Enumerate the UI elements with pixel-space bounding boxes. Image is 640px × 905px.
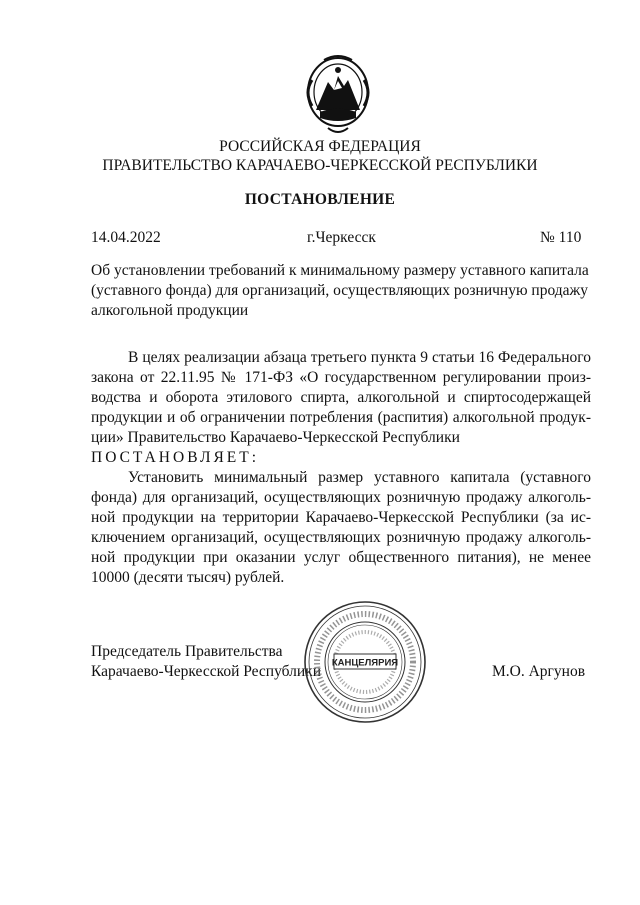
subject-line: (уставного фонда) для организаций, осуществляющих розничную продажу [91,282,588,299]
subject-line: Об установлении требований к минимальному размеру уставного капитала [91,262,589,279]
clause-line: 10000 (десяти тысяч) рублей. [91,569,285,586]
clause-line: ной продукции при оказании услуг общественного питания), не менее [91,549,591,566]
header-federation: РОССИЙСКАЯ ФЕДЕРАЦИЯ [219,138,421,155]
clause-line: ключением организаций, осуществляющих розничную продажу алкоголь- [91,529,591,546]
signatory-title-line1: Председатель Правительства [91,643,283,660]
header-government: ПРАВИТЕЛЬСТВО КАРАЧАЕВО-ЧЕРКЕССКОЙ РЕСПУБЛИКИ [102,157,538,174]
preamble-line: водства и оборота этилового спирта, алкогольной и спиртосодержащей [91,389,591,406]
clause-line: Установить минимальный размер уставного капитала (уставного [128,469,591,486]
preamble-line: закона от 22.11.95 № 171-ФЗ «О государственном регулировании произ- [91,369,591,386]
clause-line: ной продукции на территории Карачаево-Черкесской Республики (за ис- [91,509,591,526]
signatory-name: М.О. Аргунов [492,663,586,680]
preamble-paragraph [91,348,591,468]
clause-paragraph [91,468,591,588]
preamble-line: ции» Правительство Карачаево-Черкесской Республики [91,429,460,446]
document-subject [91,261,591,321]
resolves-word: ПОСТАНОВЛЯЕТ: [91,449,260,466]
subject-line: алкогольной продукции [91,302,249,319]
signatory-title-line2: Карачаево-Черкесской Республики [91,663,321,680]
preamble-line: В целях реализации абзаца третьего пункта 9 статьи 16 Федерального [128,349,591,366]
document-number: № 110 [540,229,582,246]
document-type-title: ПОСТАНОВЛЕНИЕ [244,191,396,208]
document-city: г.Черкесск [307,229,376,246]
preamble-line: продукции и об ограничении потребления (распития) алкогольной продук- [91,409,591,426]
clause-line: фонда) для организаций, осуществляющих розничную продажу алкоголь- [91,489,591,506]
coat-of-arms-emblem [298,50,378,140]
official-stamp [300,597,430,727]
stamp-center-text: КАНЦЕЛЯРИЯ [331,657,399,669]
document-date: 14.04.2022 [91,229,161,246]
